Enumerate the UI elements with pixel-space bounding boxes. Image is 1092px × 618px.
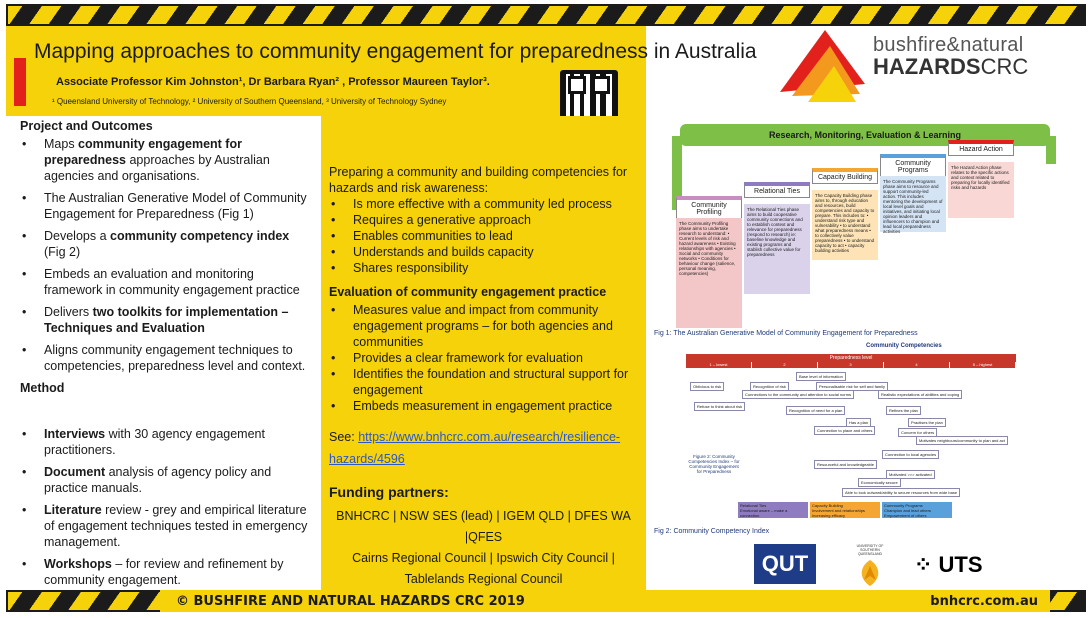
intro-point: • Enables communities to lead [329,228,638,244]
outcome-item: • Develops a community competency index (Fig 2) [20,228,311,260]
figures-column [646,116,1086,590]
evaluation-heading: Evaluation of community engagement practice [329,285,607,299]
competency-item: Personalisable risk for self and family [816,382,888,391]
preparedness-level-bar: Preparedness level [686,354,1016,362]
footer-copyright: © BUSHFIRE AND NATURAL HAZARDS CRC 2019 [176,593,525,609]
funding-partner-line: BNHCRC | NSW SES (lead) | IGEM QLD | DFES WA |QFES [336,509,631,544]
outcomes-list [20,136,311,374]
preparedness-level: 5 – highest [950,362,1016,368]
affiliation-list: ¹ Queensland University of Technology, ² University of Southern Queensland, ³ University of Technology Sydney [52,97,447,106]
stage-heading: Community Programs [880,154,946,177]
preparedness-level: 2 [752,362,818,368]
preparedness-level: 3 [818,362,884,368]
evaluation-point: • Measures value and impact from community engagement programs – for both agencies and communities [329,302,638,350]
usq-logo-text: UNIVERSITY OF SOUTHERN QUEENSLAND [856,544,884,556]
fig2-caption: Fig 2: Community Competency Index [654,528,770,535]
logo-crc-text: CRC [980,54,1029,79]
accent-red-bar [14,58,26,106]
outcome-item: • The Australian Generative Model of Community Engagement for Preparedness (Fig 1) [20,190,311,222]
preparedness-level: 4 [884,362,950,368]
intro-point: • Is more effective with a community led process [329,196,638,212]
bnhcrc-logo-icon [770,22,870,112]
see-line [329,426,638,470]
competency-item: Connection to local agencies [882,450,939,459]
competency-item: Connection to place and others [814,426,875,435]
footer-bar [160,590,1050,612]
stage-description: The Relational Ties phase aims to build cooperative community connections and to establish context and relevance for preparedness (respond to research) ie: baseline knowledge and existing programs and stablish collective value for preparedness [744,204,810,294]
competency-item: Recognition of need for a plan [786,406,845,415]
key-messages-column [321,116,646,590]
logo-wordmark-line1: bushfire&natural [873,34,1024,56]
rmel-banner: Research, Monitoring, Evaluation & Learning [680,124,1050,146]
uts-logo-text: UTS [938,552,983,577]
funding-partners [329,506,638,590]
competency-title: Community Competencies [866,343,942,349]
competency-item: Concern for others [898,428,937,437]
competency-item: Refuse to think about risk [694,402,745,411]
competency-item: Practises the plan [908,418,946,427]
funding-partner-line: Cairns Regional Council | Ipswich City Council | [352,551,615,565]
funding-heading: Funding partners: [329,484,449,500]
poster-title: Mapping approaches to community engagement for preparedness in Australia [34,40,757,63]
competency-item: Connections to the community and attention to social norms [742,390,854,399]
stage-heading: Relational Ties [744,182,810,198]
university-logos [754,544,1074,588]
see-label: See: [329,430,359,444]
fig1-caption: Fig 1: The Australian Generative Model of Community Engagement for Preparedness [654,330,918,337]
preparedness-scale [686,362,1016,368]
stage-heading: Hazard Action [948,140,1014,156]
competency-item: Motivated >>> activated [886,470,935,479]
method-item: • Document analysis of agency policy and practice manuals. [20,464,311,496]
intro-points-list [329,196,638,276]
intro-point: • Shares responsibility [329,260,638,276]
competency-item: Realistic expectations of abilities and coping [878,390,962,399]
project-heading: Project and Outcomes [20,119,153,133]
evaluation-point: • Provides a clear framework for evaluation [329,350,638,366]
uts-logo [914,552,983,578]
preparedness-level: 1 – lowest [686,362,752,368]
evaluation-point: • Identifies the foundation and structural support for engagement [329,366,638,398]
stage-description: The Capacity Building phase aims to, through education and resources, build competencies and capacity to prepare. This includes to: • understand risk type and vulnerability • to understand what preparedness means • to collectively value preparedness • to understand capacity to act • capacity building activities [812,190,878,260]
outcome-item: • Aligns community engagement techniques to competencies, preparedness level and context. [20,342,311,374]
stage-description: The Hazard Action phase relates to the specific actions and context related to preparing for locally identified risks and hazards [948,162,1014,218]
qut-logo: QUT [754,544,816,584]
uts-mark-icon: ⁘ [914,552,939,577]
competency-item: Recognition of risk [750,382,789,391]
logo-wordmark-line2 [873,54,1028,80]
intro-point: • Understands and builds capacity [329,244,638,260]
competency-item: Refines the plan [886,406,921,415]
competency-item: Motivates neighbours/community to plan and act [916,436,1008,445]
qr-code-pattern [566,74,612,118]
logo-hazards-text: HAZARDS [873,54,981,79]
outcome-item: • Delivers two toolkits for implementation – Techniques and Evaluation [20,304,311,336]
competency-phase-band: Relational Ties Emotional aware – make a connection [738,502,808,518]
funding-partner-line: Tablelands Regional Council [404,572,563,586]
method-item: • Interviews with 30 agency engagement practitioners. [20,426,311,458]
competency-item: Has a plan [846,418,871,427]
project-link[interactable]: https://www.bnhcrc.com.au/research/resilience-hazards/4596 [329,430,621,466]
evaluation-points-list [329,302,638,414]
competency-item: Base level of information [796,372,846,381]
project-outcomes-column [6,116,321,590]
competency-phase-band: Community Programs Champion and lead others Empowerment of others [882,502,952,518]
methods-list [20,426,311,588]
method-heading: Method [20,381,65,395]
competency-item: Able to look outward/ability to secure resources from wide base [842,488,960,497]
stage-description: The Community Programs phase aims to resource and support community-led action. This includes mentoring the development of local level goals and initiatives, and initiating local opinion leaders and influencers to champion and lead local preparedness activities [880,176,946,232]
method-item: • Workshops – for review and refinement by community engagement. [20,556,311,588]
outcome-item: • Embeds an evaluation and monitoring framework in community engagement practice [20,266,311,298]
author-list: Associate Professor Kim Johnston¹, Dr Barbara Ryan² , Professor Maureen Taylor³. [56,76,490,88]
competency-item: Oblivious to risk [690,382,724,391]
evaluation-point: • Embeds measurement in engagement practice [329,398,638,414]
stage-heading: Community Profiling [676,196,742,219]
top-hazard-stripe [6,4,1086,26]
fig2-side-label: Figure 2: Community Competencies Index – for Community Engagement for Preparedness [688,454,740,474]
competency-phase-band: Capacity Building Involvement and relationships Increasing efficacy [810,502,880,518]
competency-item: Resourceful and knowledgeable [814,460,877,469]
footer-website[interactable]: bnhcrc.com.au [930,593,1038,609]
stage-heading: Capacity Building [812,168,878,184]
competency-item: Economically secure [858,478,901,487]
intro-text: Preparing a community and building competencies for hazards and risk awareness: [329,165,628,195]
method-item: • Literature review - grey and empirical literature of engagement techniques tested in emergency management. [20,502,311,550]
outcome-item: • Maps community engagement for preparedness approaches by Australian agencies and organisations. [20,136,311,184]
intro-point: • Requires a generative approach [329,212,638,228]
stage-description: The Community Profiling phase aims to undertake research to understand: • Current levels of risk and hazard awareness • Existing relationships with agencies • Social and community networks • Conditions for behaviour change (salience, personal meaning, competencies) [676,218,742,328]
